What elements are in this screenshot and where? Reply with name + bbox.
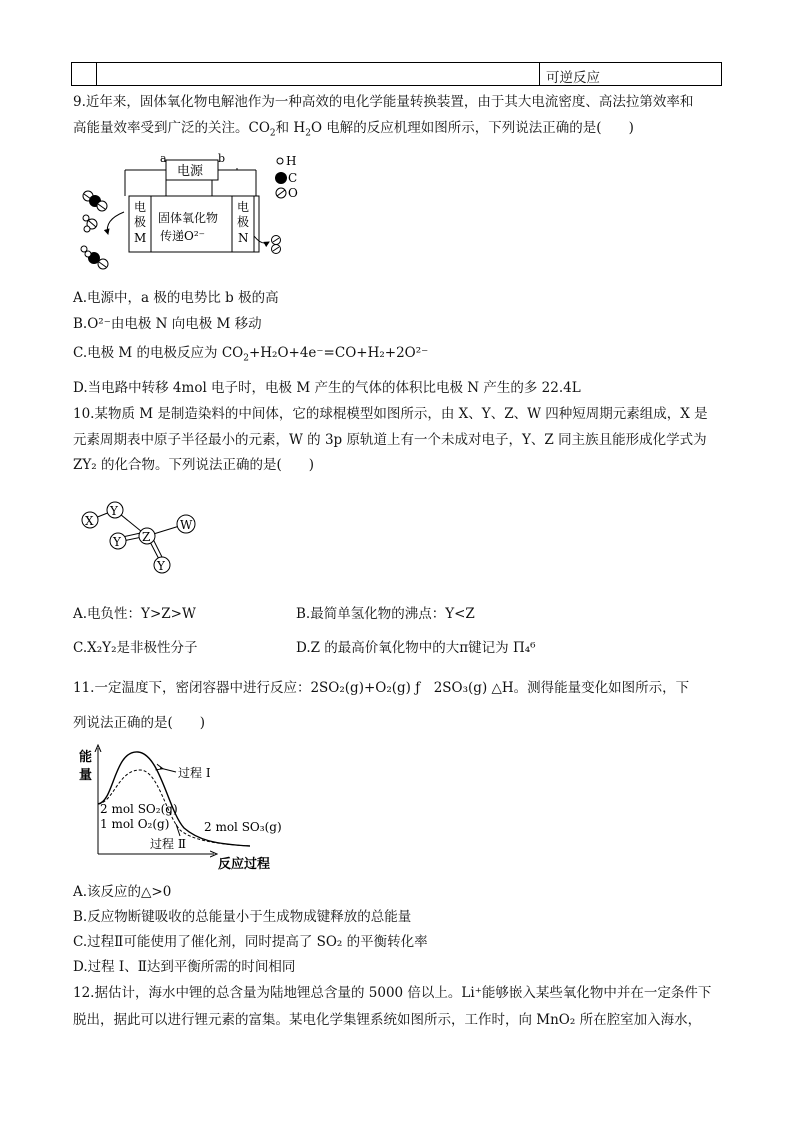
q11-option-d: D.过程 Ⅰ、Ⅱ达到平衡所需的时间相同 — [73, 959, 296, 975]
svg-text:电: 电 — [237, 200, 250, 214]
table-cell-text: 可逆反应 — [546, 70, 600, 86]
q10-stem-line-2: 元素周期表中原子半径最小的元素，W 的 3p 原轨道上有一个未成对电子，Y、Z 同主族且能形成化学式为 — [73, 432, 707, 448]
q9-option-b: B.O²⁻由电极 N 向电极 M 移动 — [73, 316, 262, 332]
h2o-molecule — [83, 215, 97, 232]
atom-x — [82, 512, 98, 528]
q10-stem-line-3: ZY₂ 的化合物。下列说法正确的是( ) — [73, 457, 315, 473]
atom-y-top — [107, 502, 123, 518]
q11-option-c: C.过程Ⅱ可能使用了催化剂，同时提高了 SO₂ 的平衡转化率 — [73, 934, 428, 950]
svg-text:W: W — [180, 518, 193, 532]
electrolyte-label-1: 固体氧化物 — [158, 211, 219, 225]
process-2-label: 过程 Ⅱ — [150, 837, 186, 851]
reaction-arrow — [107, 212, 124, 234]
svg-text:H: H — [286, 154, 297, 168]
energy-diagram-figure — [74, 740, 284, 872]
q9-option-a: A.电源中，a 极的电势比 b 极的高 — [73, 290, 279, 306]
svg-text:Z: Z — [142, 530, 151, 544]
q10-option-c: C.X₂Y₂是非极性分子 — [73, 640, 198, 656]
x-axis-label: 反应过程 — [218, 857, 271, 872]
svg-text:极: 极 — [134, 215, 147, 229]
electrolyte-label-2: 传递O²⁻ — [160, 229, 205, 243]
o2-molecule — [272, 236, 281, 254]
q9-stem-line-2: 高能量效率受到广泛的关注。$CO_2$和 $H_2O$ 电解的反应机理如图所示，下列说法正确的是( ) — [73, 120, 634, 139]
svg-text:X: X — [85, 514, 94, 528]
q11-option-a: A.该反应的△>0 — [73, 884, 172, 900]
q10-option-b: B.最简单氢化物的沸点：Y<Z — [296, 606, 475, 622]
terminal-a-label: a — [160, 152, 167, 165]
svg-text:C: C — [288, 171, 298, 185]
svg-text:O: O — [288, 186, 298, 200]
q10-option-d: D.Z 的最高价氧化物中的大π键记为 Π₄⁶ — [296, 640, 536, 656]
process-1-label: 过程 Ⅰ — [178, 766, 211, 780]
legend-h-icon — [277, 158, 283, 164]
svg-text:M: M — [134, 231, 147, 245]
q9-option-d: D.当电路中转移 4mol 电子时，电极 M 产生的气体的体积比电极 N 产生的多 22.4L — [73, 380, 581, 396]
q11-option-b: B.反应物断键吸收的总能量小于生成物成键释放的总能量 — [73, 909, 412, 925]
reactant-label-2: 1 mol O₂(g) — [100, 817, 170, 831]
y-axis-label-2: 量 — [79, 768, 93, 783]
q12-stem-line-2: 脱出，据此可以进行锂元素的富集。某电化学集锂系统如图所示，工作时，向 MnO₂ 所在腔室加入海水， — [73, 1012, 702, 1028]
electrolysis-cell-figure — [74, 150, 314, 280]
svg-text:Y: Y — [110, 504, 118, 518]
svg-text:Y: Y — [113, 535, 121, 549]
svg-text:极: 极 — [237, 215, 250, 229]
q10-option-a: A.电负性：Y>Z>W — [73, 606, 196, 622]
atom-y-bottom — [154, 557, 170, 573]
atom-y-left — [110, 533, 126, 549]
power-source-label: 电源 — [177, 164, 204, 179]
q9-option-c: C.电极 M 的电极反应为 $CO_2+H_2O+4e^-=CO+H_2+2O^{2-}$ — [73, 345, 429, 364]
reactant-label-1: 2 mol SO₂(g) — [100, 802, 178, 816]
atom-z — [139, 528, 155, 544]
q10-stem-line-1: 10.某物质 M 是制造染料的中间体，它的球棍模型如图所示，由 X、Y、Z、W 四种短周期元素组成，X 是 — [73, 406, 708, 422]
table-divider — [96, 63, 97, 85]
q11-stem-line-1: 11.一定温度下，密闭容器中进行反应：2SO₂(g)+O₂(g) ƒ 2SO₃(g) △H。测得能量变化如图所示，下 — [73, 680, 690, 696]
svg-text:Y: Y — [157, 559, 165, 573]
co2-molecule — [83, 191, 107, 211]
ball-stick-model-figure — [78, 495, 208, 580]
q12-stem-line-1: 12.据估计，海水中锂的总含量为陆地锂总含量的 5000 倍以上。Li⁺能够嵌入某些氧化物中并在一定条件下 — [73, 985, 712, 1001]
previous-question-table — [71, 62, 722, 86]
legend-c-icon — [275, 172, 287, 184]
q9-stem-line-1: 9.近年来，固体氧化物电解池作为一种高效的电化学能量转换装置，由于其大电流密度、高法拉第效率和 — [73, 94, 694, 110]
table-divider — [539, 63, 540, 85]
h2-molecule — [81, 246, 91, 257]
atom-w — [177, 515, 195, 533]
q11-stem-line-2: 列说法正确的是( ) — [73, 715, 206, 731]
svg-text:电: 电 — [134, 200, 147, 214]
svg-text:N: N — [238, 231, 249, 245]
y-axis-label-1: 能 — [79, 750, 93, 765]
terminal-b-label: b — [218, 152, 226, 165]
product-label: 2 mol SO₃(g) — [204, 820, 282, 834]
